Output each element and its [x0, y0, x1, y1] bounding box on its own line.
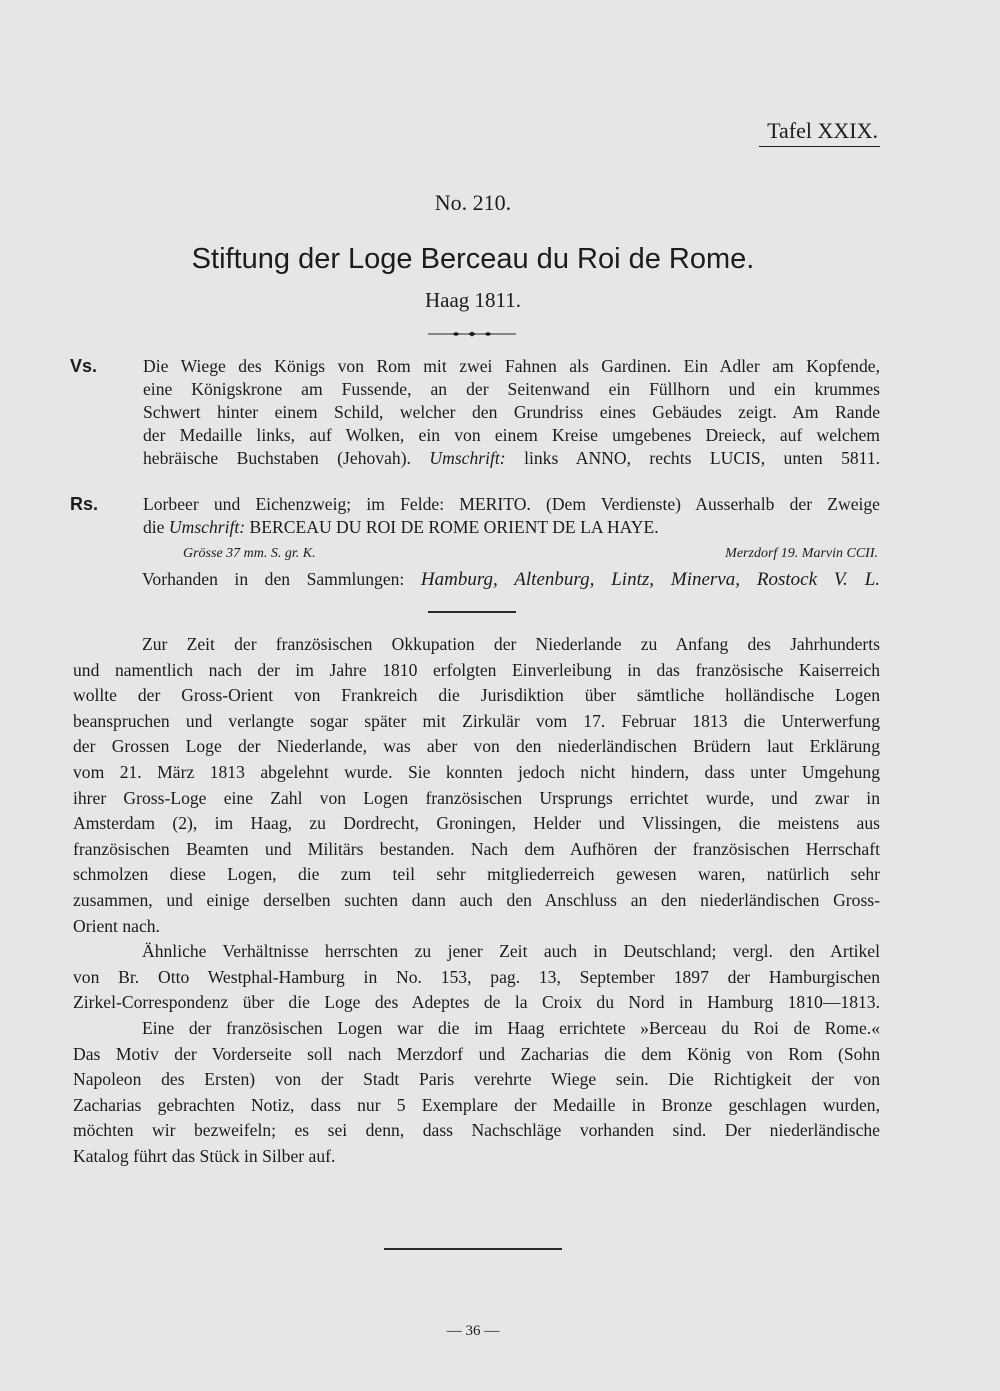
page-number: — 36 — [446, 1323, 500, 1339]
reverse-description [70, 493, 880, 539]
paragraph-line: Zirkel-Correspondenz über die Loge des Adeptes de la Croix du Nord in Hamburg 1810—1813. [73, 992, 880, 1013]
paragraph-line: wollte der Gross-Orient von Frankreich die Jurisdiktion über sämtliche holländische Logen [73, 685, 880, 706]
paragraph-line: Das Motiv der Vorderseite soll nach Merzdorf und Zacharias die dem König von Rom (Sohn [73, 1043, 880, 1064]
paragraph-line: und namentlich nach der im Jahre 1810 erfolgten Einverleibung in das französische Kaiserreich [73, 659, 880, 680]
reverse-line: Lorbeer und Eichenzweig; im Felde: MERITO. (Dem Verdienste) Ausserhalb der Zweige [143, 494, 880, 514]
collections [142, 569, 880, 591]
paragraph-line: Zur Zeit der französischen Okkupation der Niederlande zu Anfang des Jahrhunderts [142, 634, 880, 654]
paragraph-line: Amsterdam (2), im Haag, zu Dordrecht, Groningen, Helder und Vlissingen, die meistens aus [73, 813, 880, 834]
page-title: Stiftung der Loge Berceau du Roi de Rome. [191, 243, 755, 275]
ornament-divider [428, 331, 516, 337]
medal-specs [183, 546, 878, 562]
plate-number: Tafel XXIX. [759, 118, 880, 147]
paragraph-line: vom 21. März 1813 abgelehnt wurde. Sie konnten jedoch nicht hindern, dass unter Umgehung [73, 761, 880, 782]
obverse-line: Schwert hinter einem Schild, welcher den Grundriss eines Gebäudes zeigt. Am Rande [143, 402, 880, 422]
item-number: No. 210. [434, 190, 512, 215]
paragraph-line: zusammen, und einige derselben suchten dann auch den Anschluss an den niederländischen Gross- [73, 889, 880, 910]
paragraph-line: Ähnliche Verhältnisse herrschten zu jener Zeit auch in Deutschland; vergl. den Artikel [142, 941, 880, 962]
size-metal: Grösse 37 mm. S. gr. K. [183, 546, 316, 561]
obverse-line: der Medaille links, auf Wolken, ein von einem Kreise umgebenes Dreieck, auf welchem [143, 425, 880, 445]
paragraph-line: ihrer Gross-Loge eine Zahl von Logen französischen Ursprungs errichtet wurde, und zwar in [73, 787, 880, 808]
paragraph-line: der Grossen Loge der Niederlande, was aber von den niederländischen Brüdern laut Erklärung [73, 736, 880, 757]
reverse-line-last: die Umschrift: BERCEAU DU ROI DE ROME ORIENT DE LA HAYE. [143, 517, 659, 537]
paragraph-line: französischen Beamten und Militärs bestanden. Nach dem Aufhören der französischen Herrschaft [73, 838, 880, 859]
references: Merzdorf 19. Marvin CCII. [725, 546, 878, 561]
inscription-label: Umschrift: [429, 448, 506, 468]
obverse-line-last: hebräische Buchstaben (Jehovah). Umschrift: links ANNO, rechts LUCIS, unten 5811. [143, 448, 881, 468]
paragraph-line: von Br. Otto Westphal-Hamburg in No. 153, pag. 13, September 1897 der Hamburgischen [73, 966, 880, 987]
reverse-label: Rs. [70, 494, 99, 514]
paragraph-line: beanspruchen und verlangte sogar später mit Zirkulär vom 17. Februar 1813 die Unterwerfung [73, 710, 880, 731]
body-text [73, 632, 880, 1169]
end-rule [384, 1248, 562, 1250]
obverse-line: Die Wiege des Königs von Rom mit zwei Fahnen als Gardinen. Ein Adler am Kopfende, [143, 356, 880, 376]
obverse-description [70, 355, 881, 470]
collections-list: Hamburg, Altenburg, Lintz, Minerva, Rostock V. L. [420, 569, 881, 590]
section-rule [428, 611, 516, 613]
paragraph-line: Zacharias gebrachten Notiz, dass nur 5 Exemplare der Medaille in Bronze geschlagen wurden, [73, 1094, 880, 1115]
place-date: Haag 1811. [424, 288, 522, 312]
collections-label: Vorhanden in den Sammlungen: [142, 569, 405, 589]
paragraph-line: Napoleon des Ersten) von der Stadt Paris verehrte Wiege sein. Die Richtigkeit der von [73, 1069, 880, 1090]
obverse-line: eine Königskrone am Fussende, an der Seitenwand ein Füllhorn und ein krummes [143, 379, 880, 399]
paragraph-line: Katalog führt das Stück in Silber auf. [73, 1145, 336, 1166]
paragraph-line: möchten wir bezweifeln; es sei denn, dass Nachschläge vorhanden sind. Der niederländische [73, 1120, 880, 1141]
paragraph-line: Eine der französischen Logen war die im Haag errichtete »Berceau du Roi de Rome.« [142, 1017, 880, 1038]
obverse-label: Vs. [70, 356, 98, 376]
inscription-label: Umschrift: [168, 517, 246, 537]
paragraph-line: Orient nach. [73, 915, 160, 936]
paragraph-line: schmolzen diese Logen, die zum teil sehr mitgliederreich gewesen waren, natürlich sehr [73, 864, 880, 885]
